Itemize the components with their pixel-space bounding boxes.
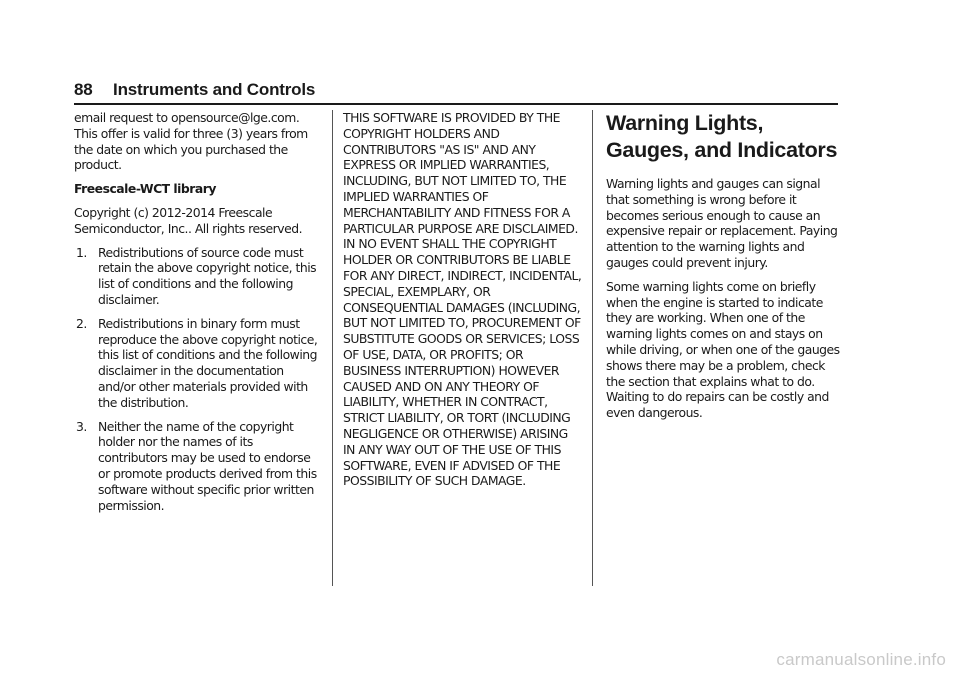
- list-marker: 3.: [76, 418, 87, 434]
- warning-detail-paragraph: Some warning lights come on briefly when the engine is started to indicate they are working. When one of the warning lights comes on and stays on while driving, or when one of the gauges shows there may be a problem, check the section that explains what to do. Waiting to do repairs can be costly and even dangerous.: [606, 278, 840, 421]
- list-item-text: Redistributions of source code must retain the above copyright notice, this list of conditions and the following disclaimer.: [98, 244, 317, 307]
- column-divider-left: [332, 110, 333, 586]
- column-right: [606, 110, 842, 429]
- list-item: [74, 245, 324, 308]
- header-divider: [74, 103, 838, 105]
- watermark: carmanualsonline.info: [776, 650, 946, 669]
- library-subheading: Freescale-WCT library: [74, 181, 216, 197]
- page-number: 88: [74, 80, 93, 99]
- list-item: [74, 316, 324, 411]
- section-title-header: Instruments and Controls: [113, 80, 316, 99]
- list-item: [74, 419, 324, 514]
- column-divider-right: [592, 110, 593, 586]
- list-marker: 1.: [76, 244, 87, 260]
- warning-intro-paragraph: Warning lights and gauges can signal that something is wrong before it becomes serious enough to cause an expensive repair or replacement. Paying attention to the warning lights and gauges could prevent injury.: [606, 176, 838, 270]
- email-offer-paragraph: email request to opensource@lge.com. This offer is valid for three (3) years from the date on which you purchased the product.: [74, 110, 308, 173]
- disclaimer-paragraph: THIS SOFTWARE IS PROVIDED BY THE COPYRIGHT HOLDERS AND CONTRIBUTORS "AS IS" AND ANY EXPRESS OR IMPLIED WARRANTIES, INCLUDING, BUT NOT LIMITED TO, THE IMPLIED WARRANTIES OF MERCHANTABILITY AND FITNESS FOR A PARTICULAR PURPOSE ARE DISCLAIMED. IN NO EVENT SHALL THE COPYRIGHT HOLDER OR CONTRIBUTORS BE LIABLE FOR ANY DIRECT, INDIRECT, INCIDENTAL, SPECIAL, EXEMPLARY, OR CONSEQUENTIAL DAMAGES (INCLUDING, BUT NOT LIMITED TO, PROCUREMENT OF SUBSTITUTE GOODS OR SERVICES; LOSS OF USE, DATA, OR PROFITS; OR BUSINESS INTERRUPTION) HOWEVER CAUSED AND ON ANY THEORY OF LIABILITY, WHETHER IN CONTRACT, STRICT LIABILITY, OR TORT (INCLUDING NEGLIGENCE OR OTHERWISE) ARISING IN ANY WAY OUT OF THE USE OF THIS SOFTWARE, EVEN IF ADVISED OF THE POSSIBILITY OF SUCH DAMAGE.: [343, 110, 582, 489]
- list-marker: 2.: [76, 315, 87, 331]
- page-header: [74, 80, 315, 100]
- list-item-text: Redistributions in binary form must reproduce the above copyright notice, this list of conditions and the following disclaimer in the documentation and/or other materials provided with the distribution.: [98, 315, 318, 410]
- column-left: [74, 110, 324, 521]
- copyright-paragraph: Copyright (c) 2012-2014 Freescale Semiconductor, Inc.. All rights reserved.: [74, 204, 303, 236]
- conditions-list: [74, 245, 324, 514]
- list-item-text: Neither the name of the copyright holder nor the names of its contributors may be used to endorse or promote products derived from this software without specific prior written permission.: [98, 418, 317, 513]
- section-heading: Warning Lights, Gauges, and Indicators: [606, 111, 838, 162]
- column-middle: [343, 110, 583, 497]
